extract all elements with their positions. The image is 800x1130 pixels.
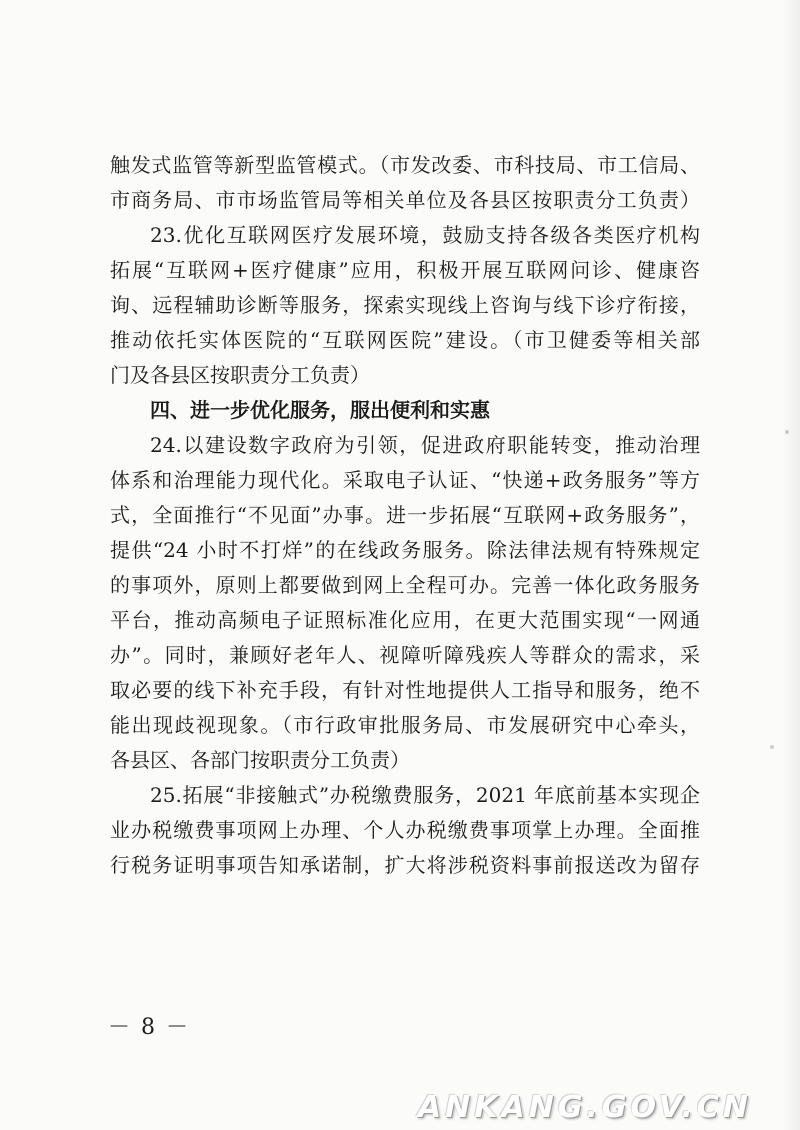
page-edge-shadow [782,0,800,1130]
text-line: 触发式监管等新型监管模式。（市发改委、市科技局、市工信局、 [110,153,700,177]
text-line: 体系和治理能力现代化。采取电子认证、“快递+政务服务”等方 [110,468,700,492]
item-23-first-line: 23.优化互联网医疗发展环境，鼓励支持各级各类医疗机构 [150,223,700,247]
text-line: 提供“24 小时不打烊”的在线政务服务。除法律法规有特殊规定 [110,538,700,562]
text-line: 平台，推动高频电子证照标准化应用，在更大范围实现“一网通 [110,608,700,632]
item-24-first-line: 24.以建设数字政府为引领，促进政府职能转变，推动治理 [150,433,700,457]
text-line: 的事项外，原则上都要做到网上全程可办。完善一体化政务服务 [110,573,700,597]
section-heading: 四、进一步优化服务，服出便利和实惠 [150,398,490,422]
text-line: 能出现歧视现象。（市行政审批服务局、市发展研究中心牵头， [110,713,700,737]
text-line: 门及各县区按职责分工负责） [110,363,370,387]
text-line: 办”。同时，兼顾好老年人、视障听障残疾人等群众的需求，采 [110,643,700,667]
page-number: － 8 － [108,1015,190,1040]
text-line: 拓展“互联网+医疗健康”应用，积极开展互联网问诊、健康咨 [110,258,700,282]
text-line: 取必要的线下补充手段，有针对性地提供人工指导和服务，绝不 [110,678,700,702]
text-line: 业办税缴费事项网上办理、个人办税缴费事项掌上办理。全面推 [110,818,700,842]
document-body [110,148,700,883]
text-line: 询、远程辅助诊断等服务，探索实现线上咨询与线下诊疗衔接， [110,293,700,317]
text-line: 行税务证明事项告知承诺制，扩大将涉税资料事前报送改为留存 [110,853,700,877]
text-line: 式，全面推行“不见面”办事。进一步拓展“互联网+政务服务”， [110,503,700,527]
scan-speck [770,745,774,749]
scan-speck [785,430,789,434]
text-line: 各县区、各部门按职责分工负责） [110,748,410,772]
text-line: 市商务局、市市场监管局等相关单位及各县区按职责分工负责） [110,188,700,212]
item-25-first-line: 25.拓展“非接触式”办税缴费服务，2021 年底前基本实现企 [150,783,700,807]
site-watermark: ANKANG.GOV.CN [417,1090,752,1125]
text-line: 推动依托实体医院的“互联网医院”建设。（市卫健委等相关部 [110,328,700,352]
